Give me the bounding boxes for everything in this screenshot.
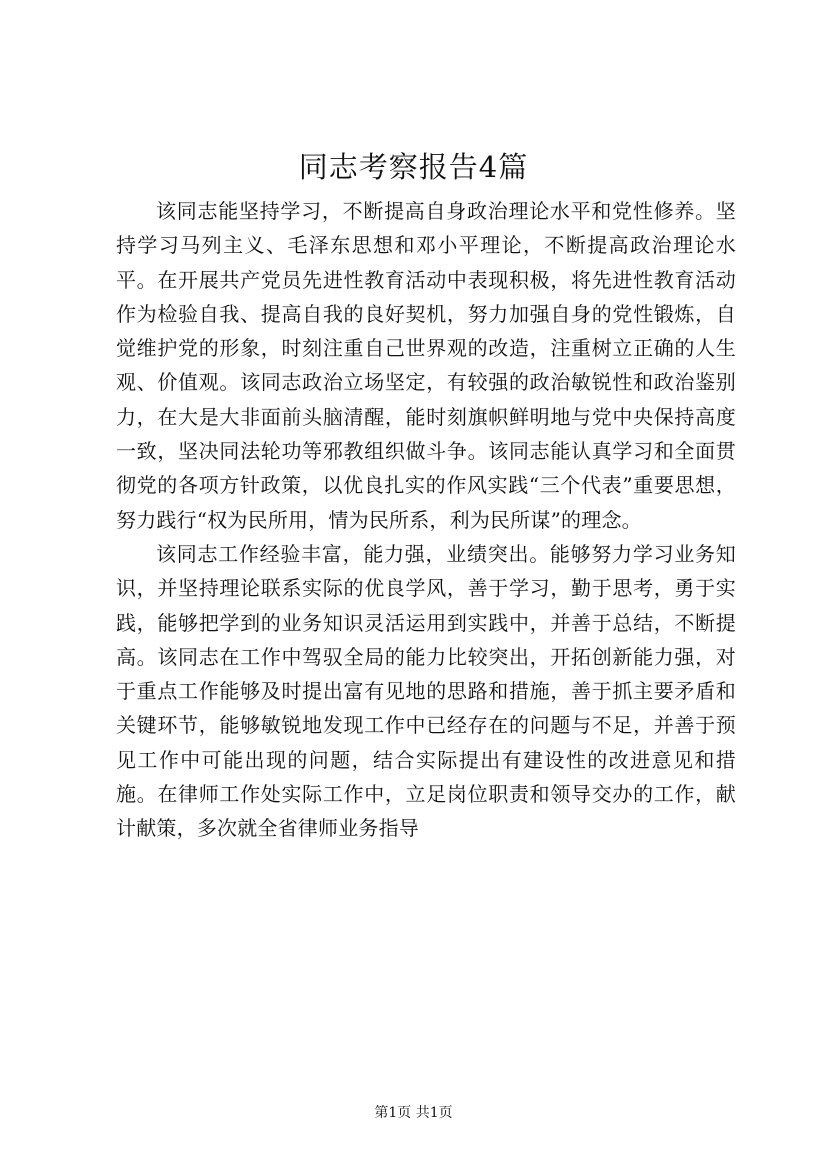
paragraph-1: 该同志能坚持学习，不断提高自身政治理论水平和党性修养。坚持学习马列主义、毛泽东思想和邓小平理论，不断提高政治理论水平。在开展共产党员先进性教育活动中表现积极，将先进性教育活动作为检验自我、提高自我的良好契机，努力加强自身的党性锻炼，自觉维护党的形象，时刻注重自己世界观的改造，注重树立正确的人生观、价值观。该同志政治立场坚定，有较强的政治敏锐性和政治鉴别力，在大是大非面前头脑清醒，能时刻旗帜鲜明地与党中央保持高度一致，坚决同法轮功等邪教组织做斗争。该同志能认真学习和全面贯彻党的各项方针政策，以优良扎实的作风实践“三个代表”重要思想，努力践行“权为民所用，情为民所系，利为民所谋”的理念。 [116, 199, 736, 532]
paragraph-2: 该同志工作经验丰富，能力强，业绩突出。能够努力学习业务知识，并坚持理论联系实际的优良学风，善于学习，勤于思考，勇于实践，能够把学到的业务知识灵活运用到实践中，并善于总结，不断提高。该同志在工作中驾驭全局的能力比较突出，开拓创新能力强，对于重点工作能够及时提出富有见地的思路和措施，善于抓主要矛盾和关键环节，能够敏锐地发现工作中已经存在的问题与不足，并善于预见工作中可能出现的问题，结合实际提出有建设性的改进意见和措施。在律师工作处实际工作中，立足岗位职责和领导交办的工作，献计献策，多次就全省律师业务指导 [116, 541, 736, 841]
document-body [116, 194, 736, 846]
document-title: 同志考察报告4篇 [298, 150, 529, 184]
page-footer: 第1页 共1页 [374, 1105, 453, 1121]
